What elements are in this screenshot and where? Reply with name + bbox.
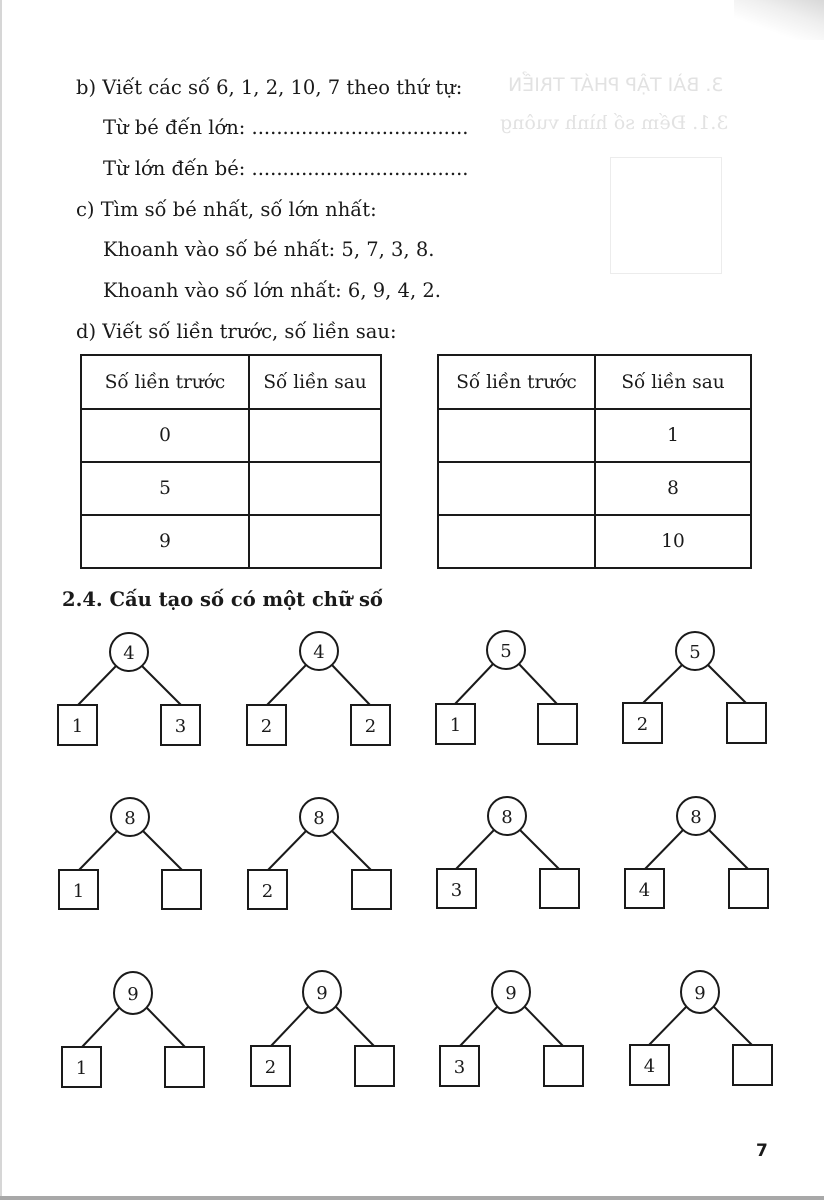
part-left: 2 xyxy=(260,716,273,737)
whole-number: 9 xyxy=(127,984,139,1005)
part-left: 3 xyxy=(450,880,463,901)
successor-cell[interactable]: 1 xyxy=(595,409,751,462)
number-bond-tree xyxy=(62,972,204,1087)
part-b-small-to-large[interactable]: Từ bé đến lớn: ................................... xyxy=(103,116,469,139)
part-left: 2 xyxy=(264,1057,277,1078)
part-left: 4 xyxy=(643,1056,656,1077)
number-bond-tree xyxy=(437,797,579,908)
part-left: 4 xyxy=(638,880,651,901)
bleed-through-heading: 3. BÀI TẬP PHÁT TRIỂN xyxy=(508,74,724,96)
part-box-right[interactable] xyxy=(538,704,577,744)
part-left: 1 xyxy=(75,1058,88,1079)
part-left: 2 xyxy=(261,881,274,902)
bleed-through-subheading: 3.1. Đếm số hình vuông xyxy=(500,112,729,134)
part-box-right[interactable] xyxy=(727,703,766,743)
page-number: 7 xyxy=(756,1141,768,1161)
whole-number: 8 xyxy=(501,807,513,828)
successor-cell[interactable]: 8 xyxy=(595,462,751,515)
predecessor-cell[interactable]: 0 xyxy=(81,409,249,462)
part-c-circle-smallest[interactable]: Khoanh vào số bé nhất: 5, 7, 3, 8. xyxy=(103,238,435,261)
part-right: 2 xyxy=(364,716,377,737)
number-bond-tree xyxy=(59,798,201,909)
number-bond-tree xyxy=(625,797,768,908)
whole-number: 5 xyxy=(500,641,512,662)
whole-number: 8 xyxy=(124,808,136,829)
part-left: 3 xyxy=(453,1057,466,1078)
part-right: 3 xyxy=(174,716,187,737)
part-c-prompt: c) Tìm số bé nhất, số lớn nhất: xyxy=(76,198,377,221)
part-b-large-to-small[interactable]: Từ lớn đến bé: ................................... xyxy=(103,157,469,180)
part-b-prompt: b) Viết các số 6, 1, 2, 10, 7 theo thứ tự: xyxy=(76,76,463,99)
column-header-predecessor: Số liền trước xyxy=(438,355,595,409)
number-bond-tree xyxy=(247,632,390,745)
part-box-right[interactable] xyxy=(355,1046,394,1086)
part-left: 2 xyxy=(636,714,649,735)
number-bond-tree xyxy=(58,633,200,745)
whole-number: 8 xyxy=(313,808,325,829)
part-box-right[interactable] xyxy=(165,1047,204,1087)
part-d-prompt: d) Viết số liền trước, số liền sau: xyxy=(76,320,397,343)
successor-cell[interactable]: 10 xyxy=(595,515,751,568)
section-title: 2.4. Cấu tạo số có một chữ số xyxy=(62,588,383,611)
part-c-circle-largest[interactable]: Khoanh vào số lớn nhất: 6, 9, 4, 2. xyxy=(103,279,441,302)
part-left: 1 xyxy=(71,716,84,737)
column-header-predecessor: Số liền trước xyxy=(81,355,249,409)
column-header-successor: Số liền sau xyxy=(595,355,751,409)
number-bond-tree xyxy=(248,798,391,909)
number-bond-tree xyxy=(436,631,577,744)
part-box-right[interactable] xyxy=(733,1045,772,1085)
part-box-right[interactable] xyxy=(544,1046,583,1086)
part-box-right[interactable] xyxy=(729,869,768,908)
predecessor-cell[interactable]: 5 xyxy=(81,462,249,515)
whole-number: 8 xyxy=(690,807,702,828)
whole-number: 9 xyxy=(505,983,517,1004)
number-bond-tree xyxy=(440,971,583,1086)
part-box-right[interactable] xyxy=(540,869,579,908)
part-box-right[interactable] xyxy=(162,870,201,909)
number-bond-tree xyxy=(251,971,394,1086)
whole-number: 4 xyxy=(123,643,135,664)
column-header-successor: Số liền sau xyxy=(249,355,381,409)
part-box-right[interactable] xyxy=(352,870,391,909)
whole-number: 4 xyxy=(313,642,325,663)
predecessor-cell[interactable]: 9 xyxy=(81,515,249,568)
whole-number: 5 xyxy=(689,642,701,663)
number-bond-tree xyxy=(623,632,766,743)
whole-number: 9 xyxy=(316,983,328,1004)
number-bond-tree xyxy=(630,971,772,1085)
whole-number: 9 xyxy=(694,983,706,1004)
part-left: 1 xyxy=(72,881,85,902)
part-left: 1 xyxy=(449,715,462,736)
